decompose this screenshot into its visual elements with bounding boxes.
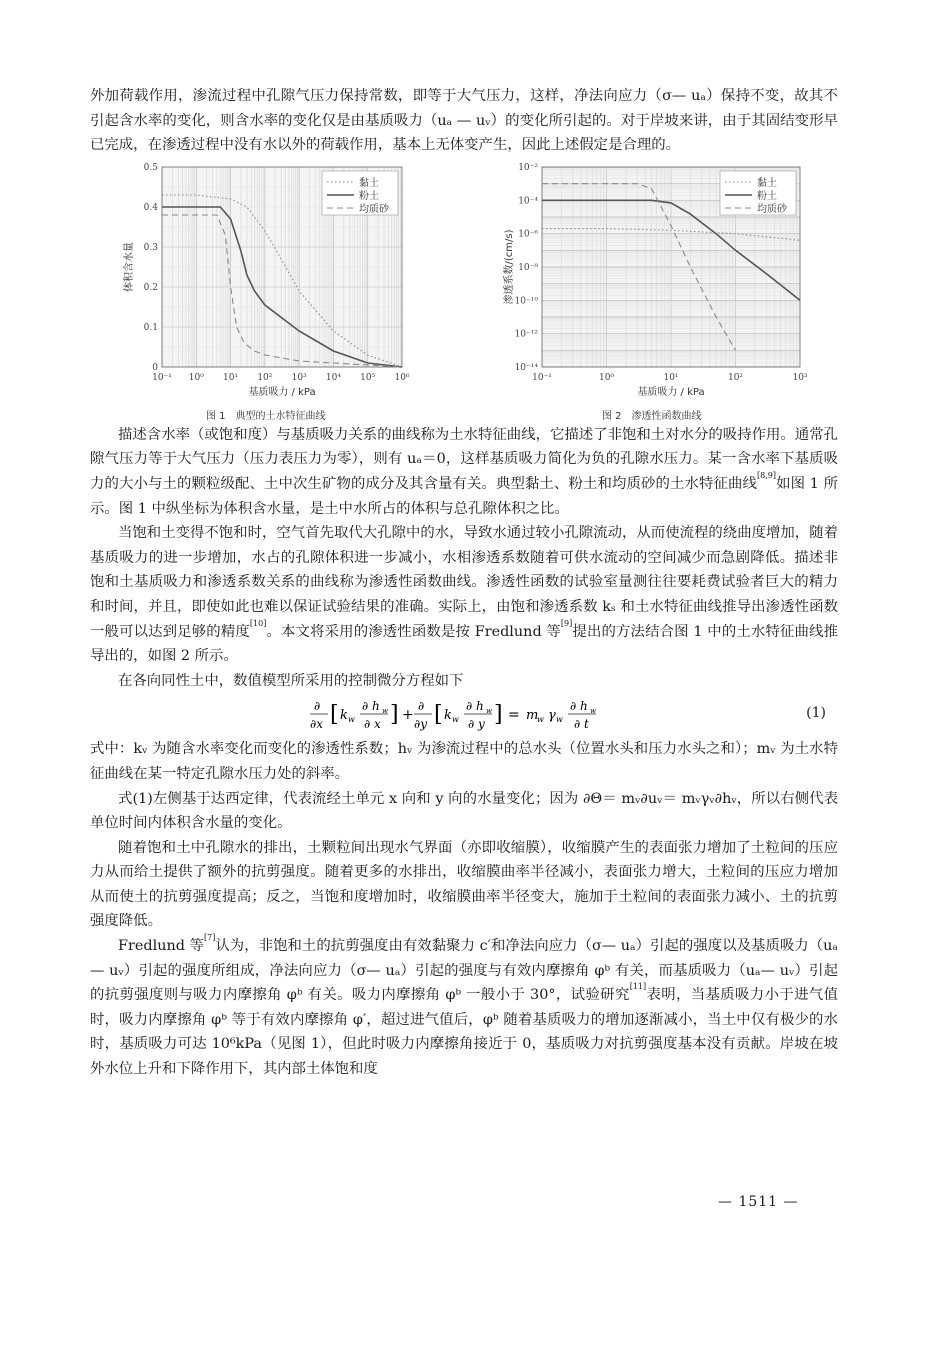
svg-text:w: w — [382, 707, 388, 716]
svg-text:∂x: ∂x — [310, 717, 323, 732]
svg-text:k: k — [444, 708, 452, 724]
svg-text:γ: γ — [548, 708, 556, 724]
svg-text:∂ x: ∂ x — [364, 717, 381, 732]
svg-text:∂y: ∂y — [414, 717, 427, 732]
y-tick-label: 10⁻¹⁴ — [514, 362, 538, 373]
y-tick-label: 10⁻¹² — [514, 329, 538, 340]
y-tick-label: 0.2 — [143, 282, 158, 293]
svg-text:[: [ — [434, 702, 443, 728]
y-axis-label: 渗透系数/(cm/s) — [504, 229, 515, 305]
x-tick-label: 10¹ — [663, 372, 679, 383]
svg-text:]: ] — [390, 702, 399, 728]
svg-text:∂ h: ∂ h — [466, 699, 484, 714]
paragraph-6: 式(1)左侧基于达西定律，代表流经土单元 x 向和 y 向的水量变化；因为 ∂Θ＝ mᵥ∂uᵥ＝ mᵥγᵥ∂hᵥ，所以右侧代表单位时间内体积含水量的变化。 — [90, 790, 838, 832]
svg-text:∂: ∂ — [314, 699, 321, 714]
legend-label: 均质砂 — [757, 203, 787, 215]
figure-row — [90, 161, 838, 423]
x-tick-label: 10⁶ — [394, 372, 410, 383]
x-axis-label: 基质吸力 / kPa — [637, 386, 705, 398]
page-body — [90, 84, 838, 1082]
svg-text:∂ h: ∂ h — [362, 699, 380, 714]
y-tick-label: 0 — [152, 362, 158, 373]
paragraph-7: 随着饱和土中孔隙水的排出，土颗粒间出现水气界面（亦即收缩膜），收缩膜产生的表面张力增加了土粒间的压应力从而给土提供了额外的抗剪强度。随着更多的水排出，收缩膜曲率半径减小，表面张力增大，土粒间的压应力增加从而使土的抗剪强度提高；反之，当饱和度增加时，收缩膜曲率半径变大，施加于土粒间的表面张力减小、土的抗剪强度降低。 — [90, 839, 838, 930]
x-tick-label: 10⁵ — [360, 372, 376, 383]
x-tick-label: 10⁻¹ — [532, 372, 552, 383]
figure-1-chart — [120, 161, 410, 401]
figure-2 — [498, 161, 808, 422]
x-tick-label: 10³ — [291, 372, 307, 383]
legend-label: 粉土 — [359, 190, 379, 202]
x-tick-label: 10² — [727, 372, 744, 383]
equation-1 — [90, 695, 838, 735]
x-axis-label: 基质吸力 / kPa — [248, 386, 316, 398]
y-tick-label: 10⁻² — [518, 162, 538, 173]
paragraph-1: 外加荷载作用，渗流过程中孔隙气压力保持常数，即等于大气压力，这样，净法向应力（σ— uₐ）保持不变，故其不引起含水率的变化，则含水率的变化仅是由基质吸力（uₐ — uᵥ）的变化所引起的。对于岸坡来讲，由于其固结变形早已完成，在渗透过程中没有水以外的荷载作用，基本上无体变产生，因此上述假定是合理的。 — [90, 88, 838, 154]
svg-text:[: [ — [330, 702, 339, 728]
svg-text:w: w — [590, 707, 596, 716]
figure-2-chart — [498, 161, 808, 401]
svg-text:∂ h: ∂ h — [570, 699, 588, 714]
page-number: — 1511 — — [718, 1194, 799, 1210]
y-tick-label: 10⁻¹⁰ — [514, 296, 538, 307]
x-tick-label: 10⁰ — [188, 372, 204, 383]
x-tick-label: 10¹ — [223, 372, 239, 383]
x-tick-label: 10⁴ — [325, 372, 341, 383]
y-tick-label: 0.5 — [143, 162, 158, 173]
y-tick-label: 0.4 — [143, 202, 158, 213]
legend-label: 均质砂 — [359, 203, 389, 215]
svg-text:m: m — [526, 708, 539, 724]
figure-2-caption: 图 2 渗透性函数曲线 — [602, 410, 702, 422]
y-axis-label: 体积含水量 — [124, 241, 135, 292]
legend-label: 黏土 — [757, 177, 777, 189]
svg-text:w: w — [348, 715, 355, 725]
y-tick-label: 0.1 — [143, 322, 158, 333]
paragraph-3: 当饱和土变得不饱和时，空气首先取代大孔隙中的水，导致水通过较小孔隙流动，从而使流程的绕曲度增加，随着基质吸力的进一步增加，水占的孔隙体积进一步减小，水相渗透系数随着可供水流动的空间减少而急剧降低。描述非饱和土基质吸力和渗透系数关系的曲线称为渗透性函数曲线。渗透性函数的试验室量测往往要耗费试验者巨大的精力和时间，并且，即使如此也难以保证试验结果的准确。实际上，由饱和渗透系数 kₛ 和土水特征曲线推导出渗透性函数一般可以达到足够的精度[10]。本文将采用的渗透性函数是按 Fredlund 等[9]提出的方法结合图 1 中的土水特征曲线推导出的，如图 2 所示。 — [90, 525, 838, 665]
svg-text:w: w — [452, 715, 459, 725]
svg-text:∂ t: ∂ t — [574, 717, 589, 732]
svg-text:+: + — [402, 707, 414, 724]
y-tick-label: 10⁻⁴ — [518, 196, 538, 207]
figure-1 — [120, 161, 410, 422]
legend-label: 粉土 — [757, 190, 777, 202]
paragraph-2: 描述含水率（或饱和度）与基质吸力关系的曲线称为土水特征曲线，它描述了非饱和土对水分的吸持作用。通常孔隙气压力等于大气压力（压力表压力为零），则有 uₐ＝0，这样基质吸力简化为负的孔隙水压力。某一含水率下基质吸力的大小与土的颗粒级配、土中次生矿物的成分及其含量有关。典型黏土、粉土和均质砂的土水特征曲线[8,9]如图 1 所示。图 1 中纵坐标为体积含水量，是土中水所占的体积与总孔隙体积之比。 — [90, 426, 838, 517]
svg-text:w: w — [556, 715, 563, 725]
equation-number: (1) — [806, 705, 826, 722]
svg-text:=: = — [508, 707, 520, 724]
x-tick-label: 10⁰ — [598, 372, 615, 383]
x-tick-label: 10² — [257, 372, 273, 383]
y-tick-label: 10⁻⁸ — [518, 262, 538, 273]
svg-text:w: w — [537, 715, 544, 725]
y-tick-label: 10⁻⁶ — [518, 229, 538, 240]
equation-1-formula — [308, 695, 708, 735]
svg-text:w: w — [486, 707, 492, 716]
svg-text:k: k — [340, 708, 348, 724]
svg-text:]: ] — [494, 702, 503, 728]
paragraph-4: 在各向同性土中，数值模型所采用的控制微分方程如下 — [118, 672, 464, 689]
figure-1-caption: 图 1 典型的土水特征曲线 — [206, 410, 326, 422]
x-tick-label: 10³ — [792, 372, 808, 383]
svg-text:∂: ∂ — [418, 699, 425, 714]
x-tick-label: 10⁻¹ — [152, 372, 172, 383]
paragraph-8: Fredlund 等[7]认为，非饱和土的抗剪强度由有效黏聚力 c′和净法向应力（σ— uₐ）引起的强度以及基质吸力（uₐ— uᵥ）引起的强度所组成，净法向应力（σ— uₐ）引起的强度与有效内摩擦角 φᵇ 有关，而基质吸力（uₐ— uᵥ）引起的抗剪强度则与吸力内摩擦角 φᵇ 有关。吸力内摩擦角 φᵇ 一般小于 30°，试验研究[11]表明，当基质吸力小于进气值时，吸力内摩擦角 φᵇ 等于有效内摩擦角 φ′，超过进气值后，φᵇ 随着基质吸力的增加逐渐减小，当土中仅有极少的水时，基质吸力可达 10⁶kPa（见图 1），但此时吸力内摩擦角接近于 0，基质吸力对抗剪强度基本没有贡献。岸坡在坡外水位上升和下降作用下，其内部土体饱和度 — [90, 933, 838, 1078]
legend-label: 黏土 — [359, 177, 379, 189]
y-tick-label: 0.3 — [143, 242, 158, 253]
svg-text:∂ y: ∂ y — [468, 717, 485, 732]
paragraph-5: 式中：kᵥ 为随含水率变化而变化的渗透性系数；hᵥ 为渗流过程中的总水头（位置水头和压力水头之和）；mᵥ 为土水特征曲线在某一特定孔隙水压力处的斜率。 — [90, 741, 838, 782]
